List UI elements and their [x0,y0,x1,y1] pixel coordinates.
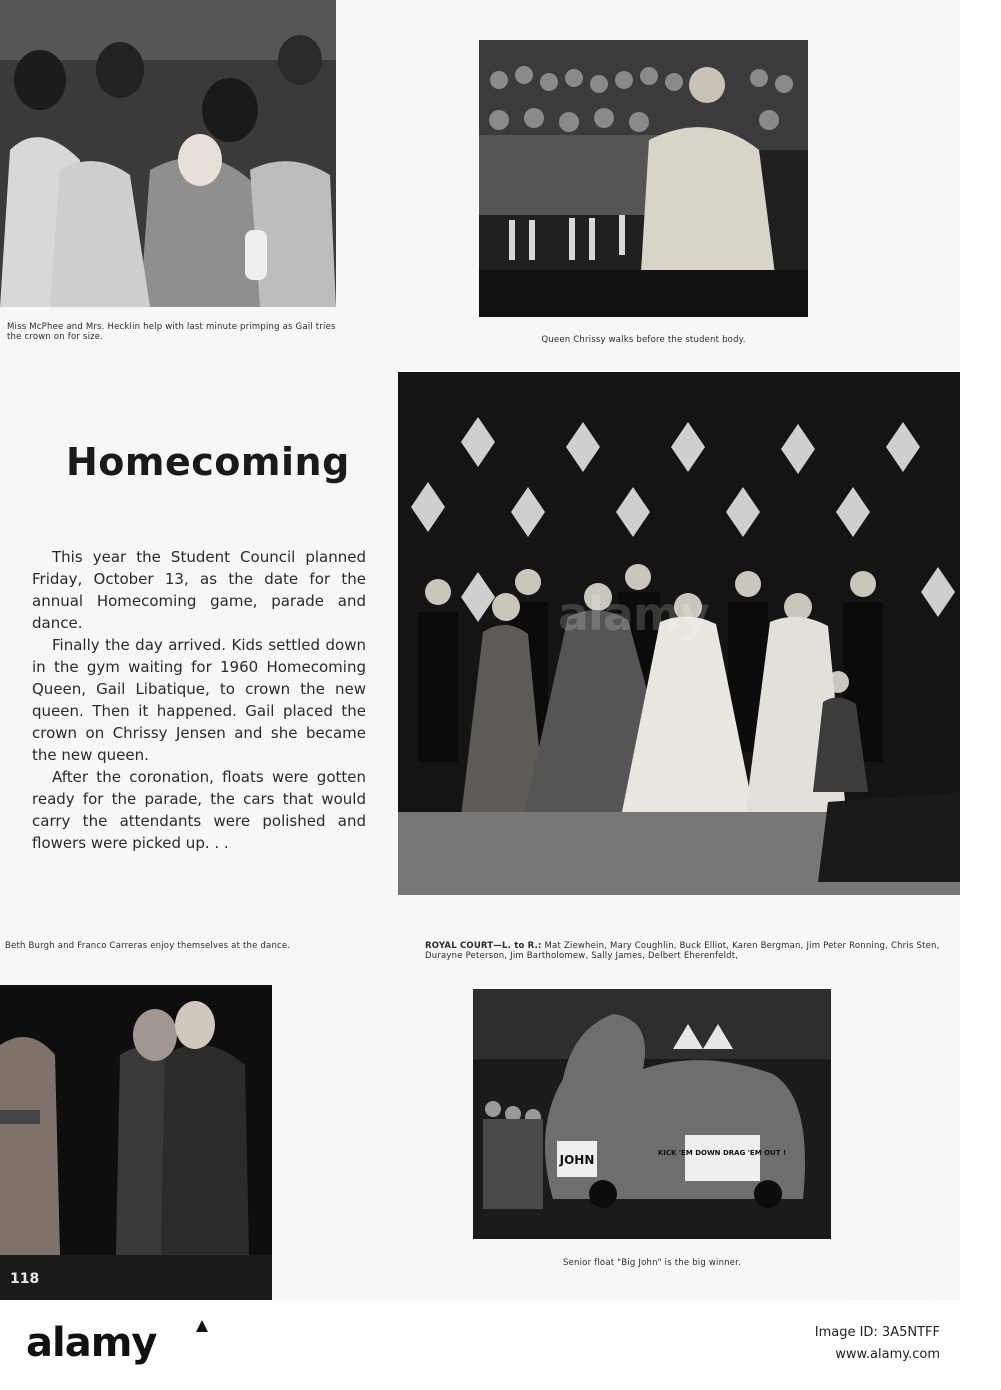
caption-primping: Miss McPhee and Mrs. Hecklin help with last minute primping as Gail tries the crown on for size. [7,322,336,342]
float-sign-kick [658,1149,786,1157]
float-sign-kick-line: KICK 'EM DOWN DRAG 'EM OUT ! [657,1149,787,1157]
site-link[interactable]: www.alamy.com [835,1347,940,1362]
photo-dance [0,985,272,1300]
photo-royal-court [398,372,960,895]
stock-info [815,1322,940,1366]
caption-queen-walk: Queen Chrissy walks before the student body. [541,335,746,345]
watermark-bottom-right: alamy [850,1265,1001,1319]
caption-float: Senior float "Big John" is the big winner. [563,1258,741,1268]
royal-court-label: ROYAL COURT—L. to R.: [425,941,542,951]
paragraph-3: After the coronation, floats were gotten ready for the parade, the cars that would carry the attendants were polished and flowers were picked up. . . [32,768,366,852]
logo-mark-icon [194,1318,210,1334]
page-title: Homecoming [66,440,350,484]
caption-dance: Beth Burgh and Franco Carreras enjoy themselves at the dance. [5,941,291,951]
photo-primping [0,0,336,307]
royal-court-names: Mat Ziewhein, Mary Coughlin, Buck Elliot, Karen Bergman, Jim Peter Ronning, Chris Sten, Durayne Peterson, Jim Bartholomew, Sally James, Delbert Eherenfeldt, [425,941,940,961]
float-sign-john: JOHN [559,1153,595,1167]
paragraph-2: Finally the day arrived. Kids settled down in the gym waiting for 1960 Homecoming Queen, Gail Libatique, to crown the new queen. Then it happened. Gail placed the crown on Chrissy Jensen and she became the new queen. [32,636,366,764]
photo-queen-walk [479,40,808,317]
image-id: Image ID: 3A5NTFF [814,1325,940,1340]
paragraph-1: This year the Student Council planned Friday, October 13, as the date for the annual Homecoming game, parade and dance. [32,548,366,632]
caption-royal-court [425,941,960,961]
alamy-logo[interactable]: alamy [26,1320,157,1366]
photo-float [473,989,831,1239]
page-number: 118 [10,1271,40,1287]
article-body [32,546,366,854]
